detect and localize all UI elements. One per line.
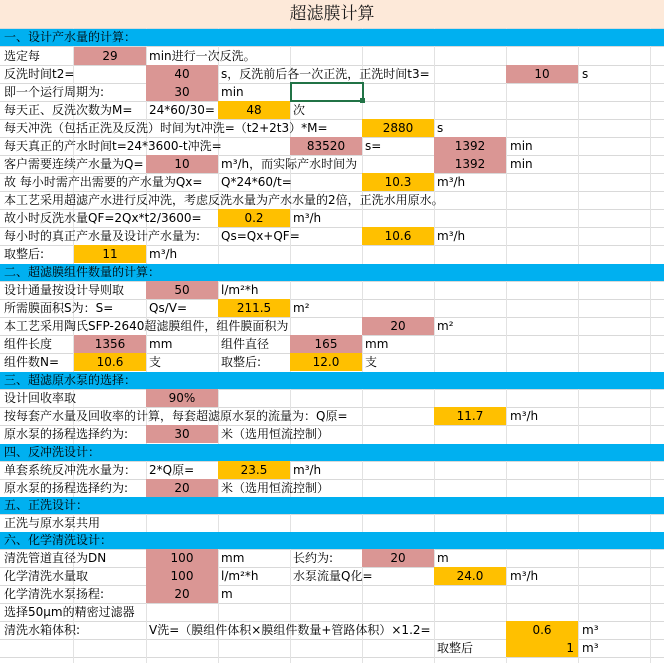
- section-title: 五、正洗设计：: [4, 498, 89, 512]
- section-title: 三、超滤原水泵的选择：: [4, 373, 137, 387]
- input-cell[interactable]: 20: [362, 317, 434, 335]
- input-cell[interactable]: 1356: [74, 335, 146, 353]
- section-header-5: [0, 497, 664, 514]
- input-cell[interactable]: 10: [146, 155, 218, 173]
- input-cell[interactable]: 100: [146, 567, 218, 585]
- input-cell[interactable]: 20: [146, 479, 218, 497]
- unit-label: mm: [149, 337, 173, 351]
- row-text: m³/h，而实际产水时间为: [221, 157, 358, 171]
- sheet-title: 超滤膜计算: [289, 4, 375, 24]
- row-label: 长约为:: [293, 551, 334, 565]
- row-label: 正洗与原水泵共用: [4, 516, 101, 530]
- row-label: 设计回收率取: [4, 391, 77, 405]
- grid-line: [578, 28, 579, 663]
- unit-label: m³/h: [293, 463, 322, 477]
- unit-label: m³/h: [510, 569, 539, 583]
- section-title: 二、超滤膜组件数量的计算：: [4, 265, 161, 279]
- row-label: 水泵流量Q化=: [293, 569, 373, 583]
- result-cell[interactable]: 11: [74, 245, 146, 263]
- row-label: 选择50μm的精密过滤器: [4, 605, 135, 619]
- row-text: s，反洗前后各一次正洗，正洗时间t3=: [221, 67, 430, 81]
- result-cell[interactable]: 23.5: [218, 461, 290, 479]
- result-cell[interactable]: 10.3: [362, 173, 434, 191]
- result-cell[interactable]: 1392: [434, 155, 506, 173]
- unit-label: s: [582, 67, 589, 81]
- input-cell[interactable]: 40: [146, 65, 218, 83]
- row-label: 清洗水箱体积:: [4, 623, 81, 637]
- formula-text: Qs=Qx+QF=: [221, 229, 300, 243]
- input-cell[interactable]: 20: [362, 549, 434, 567]
- row-label: 取整后:: [4, 247, 45, 261]
- unit-label: min: [221, 85, 244, 99]
- row-text: 米（选用恒流控制）: [221, 481, 330, 495]
- row-label: 设计通量按设计导则取: [4, 283, 125, 297]
- row-label: 客户需要连续产水量为Q=: [4, 157, 144, 171]
- row-label: 每小时的真正产水量及设计产水量为:: [4, 229, 201, 243]
- row-label: 按每套产水量及回收率的计算，每套超滤原水泵的流量为：Q原=: [4, 409, 348, 423]
- row-label: 每天冲洗（包括正洗及反洗）时间为t冲洗=（t2+2t3）*M=: [4, 121, 328, 135]
- row-label: 每天正、反洗次数为M=: [4, 103, 133, 117]
- selected-cell[interactable]: [290, 82, 364, 102]
- row-label: 原水泵的扬程选择约为:: [4, 427, 129, 441]
- row-label: 选定每: [4, 49, 41, 63]
- row-label: 即一个运行周期为:: [4, 85, 105, 99]
- row-label: 反洗时间t2=: [4, 67, 75, 81]
- unit-label: m³/h: [293, 211, 322, 225]
- input-cell[interactable]: 29: [74, 47, 146, 65]
- unit-label: min: [510, 139, 533, 153]
- result-cell[interactable]: 24.0: [434, 567, 506, 585]
- section-title: 六、化学清洗设计：: [4, 533, 113, 547]
- unit-label: mm: [221, 551, 245, 565]
- unit-label: m³/h: [149, 247, 178, 261]
- input-cell[interactable]: 20: [146, 585, 218, 603]
- result-cell[interactable]: 1: [506, 639, 578, 657]
- row-label: 取整后: [437, 641, 474, 655]
- row-text: s=: [365, 139, 382, 153]
- section-title: 四、反冲洗设计：: [4, 445, 101, 459]
- unit-label: l/m²*h: [221, 569, 259, 583]
- unit-label: 次: [293, 103, 306, 117]
- row-text: 米（选用恒流控制）: [221, 427, 330, 441]
- result-cell[interactable]: 1392: [434, 137, 506, 155]
- input-cell[interactable]: 10: [506, 65, 578, 83]
- row-label: 清洗管道直径为DN: [4, 551, 107, 565]
- result-cell[interactable]: 0.2: [218, 209, 290, 227]
- input-cell[interactable]: 30: [146, 425, 218, 443]
- row-label: 化学清洗水泵扬程:: [4, 587, 105, 601]
- result-cell[interactable]: 12.0: [290, 353, 362, 371]
- row-text: min进行一次反洗。: [149, 49, 256, 63]
- result-cell[interactable]: 83520: [290, 137, 362, 155]
- formula-text: 2*Q原=: [149, 463, 195, 477]
- result-cell[interactable]: 10.6: [74, 353, 146, 371]
- input-cell[interactable]: 50: [146, 281, 218, 299]
- unit-label: 支: [365, 355, 378, 369]
- input-cell[interactable]: 30: [146, 83, 218, 101]
- row-label: 所需膜面积S为：S=: [4, 301, 114, 315]
- row-label: 单套系统反冲洗水量为：: [4, 463, 137, 477]
- row-label: 取整后:: [221, 355, 262, 369]
- row-label: 组件数N=: [4, 355, 60, 369]
- row-label: 每天真正的产水时间t=24*3600-t冲洗=: [4, 139, 222, 153]
- unit-label: m²: [293, 301, 310, 315]
- row-label: 本工艺采用超滤产水进行反冲洗，考虑反洗水量为产水水量的2倍，正洗水用原水。: [4, 193, 444, 207]
- input-cell[interactable]: 100: [146, 549, 218, 567]
- grid-line: [0, 389, 664, 390]
- grid-line: [0, 657, 664, 658]
- result-cell[interactable]: 10.6: [362, 227, 434, 245]
- row-label: 组件长度: [4, 337, 53, 351]
- unit-label: mm: [365, 337, 389, 351]
- row-label: 组件直径: [221, 337, 270, 351]
- row-label: 故 每小时需产出需要的产水量为Qx=: [4, 175, 203, 189]
- result-cell[interactable]: 0.6: [506, 621, 578, 639]
- unit-label: m³/h: [437, 229, 466, 243]
- fill-handle[interactable]: [360, 98, 365, 103]
- row-label: 化学清洗水量取: [4, 569, 89, 583]
- unit-label: m: [221, 587, 233, 601]
- unit-label: m³: [582, 641, 599, 655]
- unit-label: m³/h: [510, 409, 539, 423]
- row-label: 故小时反洗水量QF=2Qx*t2/3600=: [4, 211, 202, 225]
- unit-label: m³: [582, 623, 599, 637]
- formula-text: 24*60/30=: [149, 103, 215, 117]
- unit-label: s: [437, 121, 444, 135]
- unit-label: m²: [437, 319, 454, 333]
- unit-label: m³/h: [437, 175, 466, 189]
- formula-text: Q*24*60/t=: [221, 175, 292, 189]
- input-cell[interactable]: 165: [290, 335, 362, 353]
- result-cell[interactable]: 211.5: [218, 299, 290, 317]
- grid-line: [650, 28, 651, 663]
- formula-text: Qs/V=: [149, 301, 188, 315]
- row-label: 本工艺采用陶氏SFP-2640超滤膜组件，组件膜面积为: [4, 319, 289, 333]
- unit-label: 支: [149, 355, 162, 369]
- grid-line: [506, 28, 507, 663]
- formula-text: V洗=（膜组件体积×膜组件数量+管路体积）×1.2=: [149, 623, 431, 637]
- result-cell[interactable]: 11.7: [434, 407, 506, 425]
- section-title: 一、设计产水量的计算：: [4, 30, 137, 44]
- result-cell[interactable]: 2880: [362, 119, 434, 137]
- unit-label: l/m²*h: [221, 283, 259, 297]
- row-label: 原水泵的扬程选择约为:: [4, 481, 129, 495]
- input-cell[interactable]: 90%: [146, 389, 218, 407]
- result-cell[interactable]: 48: [218, 101, 290, 119]
- unit-label: m: [437, 551, 449, 565]
- unit-label: min: [510, 157, 533, 171]
